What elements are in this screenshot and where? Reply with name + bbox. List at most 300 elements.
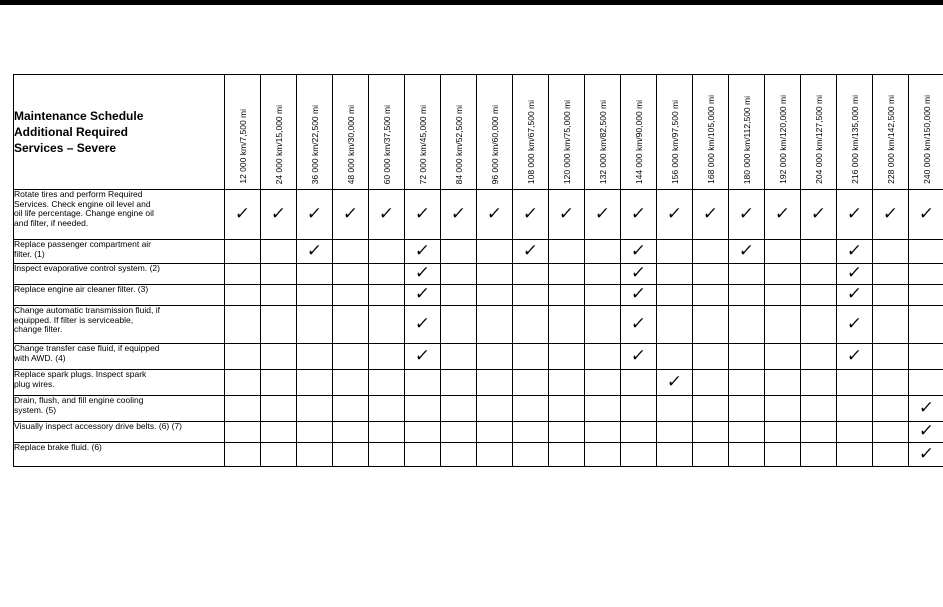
schedule-cell	[657, 190, 693, 240]
interval-column-header	[405, 75, 441, 190]
schedule-cell	[297, 240, 333, 264]
interval-label: 240 000 km/150,000 mi	[921, 95, 932, 184]
schedule-cell	[657, 396, 693, 422]
service-description-line: Visually inspect accessory drive belts. (6) (7)	[14, 421, 183, 431]
schedule-cell	[225, 285, 261, 306]
schedule-cell	[765, 370, 801, 396]
service-description-line: equipped. If filter is serviceable,	[14, 314, 134, 325]
schedule-cell	[729, 190, 765, 240]
checkmark-icon: ✓	[738, 203, 756, 224]
interval-column-header	[513, 75, 549, 190]
schedule-cell	[441, 190, 477, 240]
checkmark-icon: ✓	[846, 263, 864, 283]
checkmark-icon: ✓	[630, 263, 648, 283]
schedule-cell	[837, 370, 873, 396]
table-row	[14, 443, 943, 467]
table-title-line: Additional Required	[14, 125, 128, 139]
schedule-cell	[837, 285, 873, 306]
schedule-cell	[297, 396, 333, 422]
schedule-cell	[369, 370, 405, 396]
checkmark-icon: ✓	[846, 203, 864, 224]
schedule-cell	[333, 422, 369, 443]
schedule-cell	[801, 306, 837, 344]
schedule-cell	[873, 190, 909, 240]
schedule-cell	[873, 240, 909, 264]
schedule-cell	[729, 370, 765, 396]
schedule-cell	[369, 422, 405, 443]
checkmark-icon: ✓	[414, 345, 432, 366]
schedule-cell	[225, 306, 261, 344]
schedule-cell	[801, 285, 837, 306]
schedule-cell	[225, 396, 261, 422]
schedule-cell	[801, 443, 837, 467]
schedule-cell	[657, 422, 693, 443]
schedule-cell	[225, 370, 261, 396]
interval-label: 204 000 km/127,500 mi	[813, 95, 824, 184]
checkmark-icon: ✓	[558, 203, 576, 224]
checkmark-icon: ✓	[414, 284, 432, 304]
schedule-cell	[837, 396, 873, 422]
interval-label: 192 000 km/120,000 mi	[777, 95, 788, 184]
schedule-cell	[513, 306, 549, 344]
interval-column-header	[333, 75, 369, 190]
checkmark-icon: ✓	[522, 240, 540, 261]
service-description	[14, 240, 225, 264]
schedule-cell	[477, 422, 513, 443]
service-description	[14, 306, 225, 344]
service-description	[14, 344, 225, 370]
schedule-cell	[441, 306, 477, 344]
service-description-line: change filter.	[14, 324, 63, 334]
schedule-cell	[369, 443, 405, 467]
interval-column-header	[657, 75, 693, 190]
schedule-cell	[333, 344, 369, 370]
checkmark-icon: ✓	[846, 284, 864, 304]
checkmark-icon: ✓	[522, 203, 540, 224]
schedule-cell	[261, 344, 297, 370]
service-description-line: Replace spark plugs. Inspect spark	[14, 369, 147, 379]
schedule-cell	[657, 285, 693, 306]
schedule-cell	[657, 240, 693, 264]
service-description-line: Drain, flush, and fill engine cooling	[14, 395, 144, 405]
header-row	[14, 75, 943, 190]
schedule-cell	[657, 370, 693, 396]
checkmark-icon: ✓	[882, 203, 900, 224]
schedule-cell	[693, 264, 729, 285]
schedule-cell	[621, 190, 657, 240]
schedule-cell	[585, 422, 621, 443]
schedule-cell	[261, 443, 297, 467]
schedule-cell	[333, 443, 369, 467]
service-description-line: Replace brake fluid. (6)	[14, 442, 102, 452]
schedule-cell	[297, 370, 333, 396]
schedule-cell	[729, 344, 765, 370]
schedule-cell	[873, 422, 909, 443]
checkmark-icon: ✓	[666, 203, 684, 224]
table-row	[14, 240, 943, 264]
maintenance-schedule-table	[13, 74, 943, 467]
service-description	[14, 422, 225, 443]
schedule-cell	[549, 264, 585, 285]
checkmark-icon: ✓	[918, 421, 936, 441]
schedule-cell	[549, 240, 585, 264]
checkmark-icon: ✓	[918, 397, 936, 418]
schedule-cell	[873, 264, 909, 285]
schedule-cell	[549, 370, 585, 396]
schedule-cell	[657, 443, 693, 467]
service-description-line: filter. (1)	[14, 248, 45, 259]
schedule-cell	[549, 396, 585, 422]
schedule-cell	[369, 190, 405, 240]
schedule-cell	[441, 285, 477, 306]
schedule-cell	[693, 344, 729, 370]
interval-label: 144 000 km/90,000 mi	[633, 99, 644, 184]
schedule-cell	[549, 285, 585, 306]
schedule-cell	[693, 422, 729, 443]
schedule-cell	[837, 344, 873, 370]
schedule-cell	[513, 443, 549, 467]
service-description-line: and filter, if needed.	[14, 217, 89, 228]
schedule-cell	[873, 285, 909, 306]
schedule-cell	[513, 264, 549, 285]
interval-column-header	[765, 75, 801, 190]
schedule-cell	[693, 370, 729, 396]
schedule-cell	[765, 264, 801, 285]
schedule-cell	[765, 285, 801, 306]
checkmark-icon: ✓	[414, 313, 432, 334]
interval-label: 156 000 km/97,500 mi	[669, 99, 680, 184]
checkmark-icon: ✓	[378, 203, 396, 224]
service-description-line: with AWD. (4)	[14, 352, 66, 363]
schedule-cell	[621, 240, 657, 264]
schedule-cell	[585, 344, 621, 370]
checkmark-icon: ✓	[738, 240, 756, 261]
table-row	[14, 264, 943, 285]
schedule-cell	[585, 264, 621, 285]
schedule-cell	[513, 240, 549, 264]
schedule-cell	[225, 240, 261, 264]
schedule-cell	[477, 306, 513, 344]
schedule-cell	[621, 370, 657, 396]
service-description-line: Change automatic transmission fluid, if	[14, 305, 160, 315]
schedule-cell	[909, 422, 943, 443]
schedule-cell	[585, 190, 621, 240]
service-description	[14, 443, 225, 467]
schedule-cell	[513, 285, 549, 306]
checkmark-icon: ✓	[414, 240, 432, 261]
schedule-cell	[333, 190, 369, 240]
service-description-line: plug wires.	[14, 378, 55, 389]
checkmark-icon: ✓	[918, 203, 936, 224]
schedule-cell	[873, 396, 909, 422]
interval-label: 168 000 km/105,000 mi	[705, 95, 716, 184]
interval-label: 72 000 km/45,000 mi	[417, 104, 428, 184]
schedule-cell	[405, 306, 441, 344]
schedule-cell	[441, 370, 477, 396]
checkmark-icon: ✓	[306, 240, 324, 261]
schedule-cell	[441, 443, 477, 467]
schedule-cell	[585, 240, 621, 264]
interval-column-header	[477, 75, 513, 190]
interval-label: 180 000 km/112,500 mi	[741, 95, 752, 184]
table-row	[14, 285, 943, 306]
interval-label: 36 000 km/22,500 mi	[309, 104, 320, 184]
schedule-cell	[477, 285, 513, 306]
schedule-cell	[261, 396, 297, 422]
schedule-cell	[225, 443, 261, 467]
schedule-cell	[261, 285, 297, 306]
schedule-cell	[585, 306, 621, 344]
schedule-cell	[441, 396, 477, 422]
schedule-cell	[477, 240, 513, 264]
schedule-cell	[261, 264, 297, 285]
interval-label: 228 000 km/142,500 mi	[885, 95, 896, 184]
service-description-line: Inspect evaporative control system. (2)	[14, 263, 160, 273]
checkmark-icon: ✓	[594, 203, 612, 224]
schedule-cell	[837, 240, 873, 264]
schedule-cell	[261, 240, 297, 264]
schedule-cell	[837, 443, 873, 467]
schedule-cell	[693, 443, 729, 467]
schedule-cell	[621, 396, 657, 422]
checkmark-icon: ✓	[414, 203, 432, 224]
schedule-cell	[873, 344, 909, 370]
checkmark-icon: ✓	[270, 203, 288, 224]
schedule-cell	[297, 443, 333, 467]
interval-column-header	[873, 75, 909, 190]
schedule-cell	[477, 396, 513, 422]
schedule-cell	[441, 344, 477, 370]
schedule-cell	[909, 443, 943, 467]
schedule-cell	[297, 285, 333, 306]
interval-column-header	[837, 75, 873, 190]
service-description	[14, 285, 225, 306]
table-title	[14, 75, 225, 190]
schedule-cell	[729, 396, 765, 422]
schedule-cell	[801, 370, 837, 396]
schedule-cell	[909, 396, 943, 422]
schedule-cell	[333, 285, 369, 306]
schedule-cell	[441, 240, 477, 264]
schedule-cell	[909, 264, 943, 285]
schedule-cell	[585, 443, 621, 467]
schedule-cell	[297, 422, 333, 443]
schedule-cell	[909, 306, 943, 344]
schedule-cell	[621, 285, 657, 306]
schedule-cell	[477, 264, 513, 285]
table-row	[14, 396, 943, 422]
interval-label: 60 000 km/37,500 mi	[381, 104, 392, 184]
schedule-cell	[477, 190, 513, 240]
schedule-cell	[405, 240, 441, 264]
service-description	[14, 190, 225, 240]
table-title-line: Maintenance Schedule	[14, 109, 144, 123]
schedule-cell	[765, 306, 801, 344]
schedule-cell	[441, 422, 477, 443]
schedule-cell	[333, 240, 369, 264]
table-header	[14, 75, 943, 190]
schedule-cell	[549, 190, 585, 240]
schedule-cell	[621, 422, 657, 443]
schedule-cell	[405, 285, 441, 306]
table-row	[14, 190, 943, 240]
schedule-cell	[909, 190, 943, 240]
schedule-cell	[369, 344, 405, 370]
schedule-cell	[405, 443, 441, 467]
interval-column-header	[441, 75, 477, 190]
schedule-cell	[261, 190, 297, 240]
schedule-cell	[729, 422, 765, 443]
schedule-cell	[765, 344, 801, 370]
schedule-cell	[765, 396, 801, 422]
schedule-cell	[657, 264, 693, 285]
schedule-cell	[729, 285, 765, 306]
schedule-cell	[693, 396, 729, 422]
interval-label: 132 000 km/82,500 mi	[597, 99, 608, 184]
interval-column-header	[909, 75, 943, 190]
schedule-cell	[261, 422, 297, 443]
service-description-line: system. (5)	[14, 404, 57, 415]
schedule-cell	[729, 443, 765, 467]
schedule-cell	[549, 422, 585, 443]
schedule-cell	[657, 306, 693, 344]
schedule-cell	[837, 264, 873, 285]
table-row	[14, 422, 943, 443]
schedule-cell	[369, 264, 405, 285]
schedule-cell	[621, 344, 657, 370]
schedule-cell	[297, 264, 333, 285]
interval-label: 216 000 km/135,000 mi	[849, 95, 860, 184]
checkmark-icon: ✓	[630, 284, 648, 304]
schedule-cell	[837, 422, 873, 443]
service-description-line: oil life percentage. Change engine oil	[14, 208, 154, 218]
schedule-cell	[369, 240, 405, 264]
table-row	[14, 306, 943, 344]
checkmark-icon: ✓	[774, 203, 792, 224]
checkmark-icon: ✓	[846, 240, 864, 261]
schedule-cell	[873, 370, 909, 396]
schedule-cell	[405, 396, 441, 422]
schedule-cell	[441, 264, 477, 285]
checkmark-icon: ✓	[450, 203, 468, 224]
service-description	[14, 370, 225, 396]
schedule-cell	[477, 443, 513, 467]
schedule-cell	[873, 306, 909, 344]
service-description-line: Change transfer case fluid, if equipped	[14, 343, 160, 353]
interval-column-header	[801, 75, 837, 190]
top-rule	[0, 0, 943, 5]
schedule-cell	[801, 264, 837, 285]
checkmark-icon: ✓	[918, 443, 936, 464]
interval-column-header	[369, 75, 405, 190]
interval-label: 96 000 km/60,000 mi	[489, 104, 500, 184]
schedule-cell	[909, 370, 943, 396]
schedule-cell	[297, 344, 333, 370]
schedule-cell	[837, 306, 873, 344]
schedule-cell	[585, 396, 621, 422]
interval-label: 120 000 km/75,000 mi	[561, 99, 572, 184]
table-row	[14, 370, 943, 396]
checkmark-icon: ✓	[486, 203, 504, 224]
schedule-cell	[369, 306, 405, 344]
interval-column-header	[585, 75, 621, 190]
schedule-cell	[801, 240, 837, 264]
schedule-cell	[513, 396, 549, 422]
checkmark-icon: ✓	[414, 263, 432, 283]
checkmark-icon: ✓	[342, 203, 360, 224]
schedule-cell	[369, 396, 405, 422]
schedule-cell	[621, 264, 657, 285]
schedule-cell	[909, 240, 943, 264]
interval-column-header	[225, 75, 261, 190]
schedule-cell	[477, 344, 513, 370]
checkmark-icon: ✓	[810, 203, 828, 224]
schedule-cell	[225, 422, 261, 443]
schedule-cell	[297, 190, 333, 240]
interval-label: 12 000 km/7,500 mi	[237, 109, 248, 184]
schedule-cell	[333, 264, 369, 285]
interval-label: 84 000 km/52,500 mi	[453, 104, 464, 184]
schedule-cell	[729, 240, 765, 264]
schedule-cell	[765, 190, 801, 240]
schedule-cell	[513, 422, 549, 443]
schedule-cell	[225, 264, 261, 285]
interval-column-header	[549, 75, 585, 190]
schedule-cell	[333, 370, 369, 396]
schedule-cell	[369, 285, 405, 306]
schedule-cell	[801, 422, 837, 443]
schedule-cell	[657, 344, 693, 370]
schedule-cell	[837, 190, 873, 240]
service-description	[14, 264, 225, 285]
schedule-cell	[729, 264, 765, 285]
checkmark-icon: ✓	[630, 345, 648, 366]
schedule-cell	[405, 370, 441, 396]
service-description-line: Rotate tires and perform Required	[14, 189, 143, 199]
schedule-cell	[693, 190, 729, 240]
table-title-line: Services – Severe	[14, 141, 117, 155]
interval-label: 48 000 km/30,000 mi	[345, 104, 356, 184]
interval-column-header	[297, 75, 333, 190]
schedule-cell	[729, 306, 765, 344]
schedule-cell	[261, 370, 297, 396]
schedule-cell	[261, 306, 297, 344]
schedule-cell	[693, 240, 729, 264]
schedule-cell	[405, 344, 441, 370]
schedule-cell	[549, 344, 585, 370]
schedule-cell	[333, 396, 369, 422]
schedule-cell	[333, 306, 369, 344]
interval-label: 108 000 km/67,500 mi	[525, 99, 536, 184]
schedule-cell	[477, 370, 513, 396]
checkmark-icon: ✓	[846, 313, 864, 334]
interval-column-header	[261, 75, 297, 190]
interval-column-header	[621, 75, 657, 190]
schedule-cell	[909, 285, 943, 306]
schedule-cell	[621, 306, 657, 344]
service-description-line: Services. Check engine oil level and	[14, 198, 151, 209]
interval-label: 24 000 km/15,000 mi	[273, 104, 284, 184]
schedule-cell	[585, 285, 621, 306]
schedule-cell	[513, 370, 549, 396]
schedule-cell	[693, 285, 729, 306]
schedule-cell	[909, 344, 943, 370]
checkmark-icon: ✓	[234, 203, 252, 224]
service-description-line: Replace engine air cleaner filter. (3)	[14, 284, 149, 294]
schedule-cell	[405, 264, 441, 285]
schedule-cell	[297, 306, 333, 344]
schedule-cell	[513, 344, 549, 370]
